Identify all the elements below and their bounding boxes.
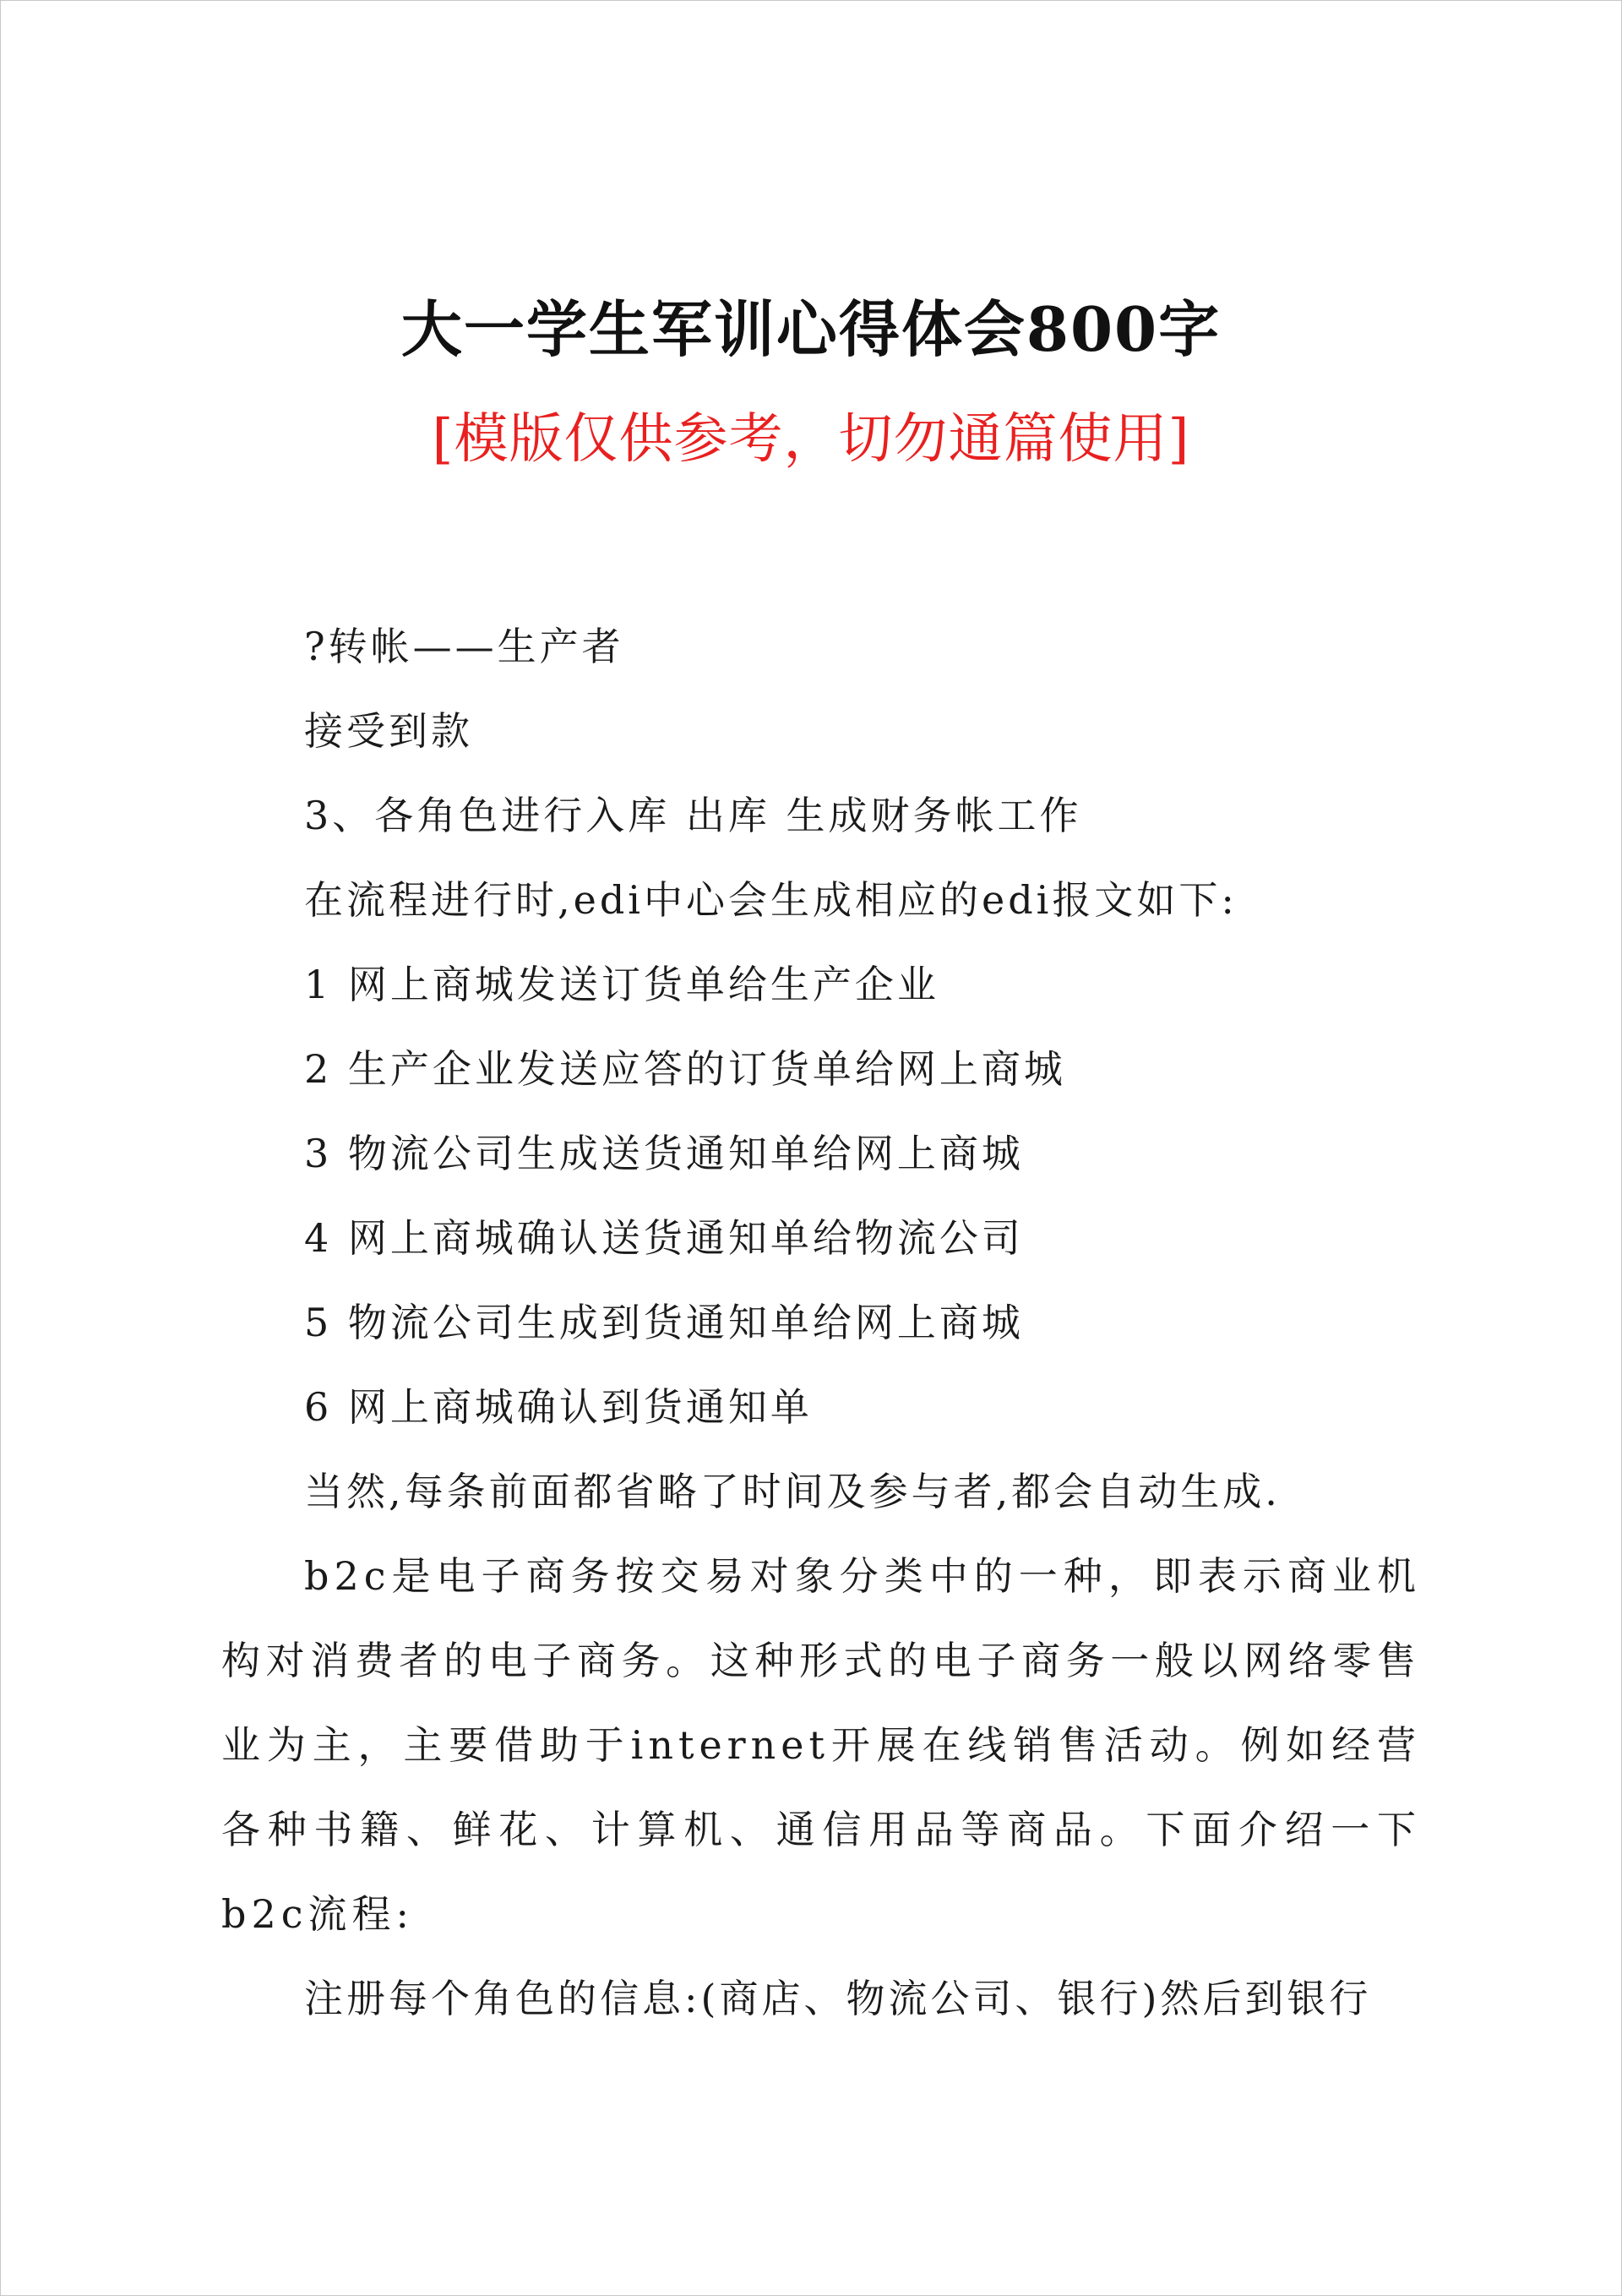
text-line: 当然,每条前面都省略了时间及参与者,都会自动生成.	[304, 1469, 1281, 1514]
paragraph-b2c: b2c是电子商务按交易对象分类中的一种，即表示商业机构对消费者的电子商务。这种形式的电子商务一般以网络零售业为主，主要借助于internet开展在线销售活动。例如经营各种书籍、鲜花、计算机、通信用品等商品。下面介绍一下b2c流程:	[221, 1553, 1421, 1937]
list-item: 1 网上商城发送订货单给生产企业	[304, 962, 939, 1007]
list-item: 5 物流公司生成到货通知单给网上商城	[304, 1300, 1024, 1345]
list-item: 3 物流公司生成送货通知单给网上商城	[304, 1131, 1024, 1176]
document-subtitle: [模版仅供参考，切勿通篇使用]	[432, 408, 1190, 471]
list-item: 2 生产企业发送应答的订货单给网上商城	[304, 1046, 1066, 1092]
list-item: 4 网上商城确认送货通知单给物流公司	[304, 1215, 1024, 1261]
text-line: 在流程进行时,edi中心会生成相应的edi报文如下:	[304, 877, 1238, 923]
text-line: ?转帐——生产者	[304, 624, 624, 669]
document-title: 大一学生军训心得体会800字	[400, 293, 1222, 365]
text-line: 接受到款	[304, 708, 473, 754]
text-line: 3、各角色进行入库 出库 生成财务帐工作	[304, 793, 1082, 838]
text-line: 注册每个角色的信息:(商店、物流公司、银行)然后到银行	[304, 1976, 1372, 2021]
document-body	[221, 604, 1421, 2041]
list-item: 6 网上商城确认到货通知单	[304, 1384, 813, 1430]
